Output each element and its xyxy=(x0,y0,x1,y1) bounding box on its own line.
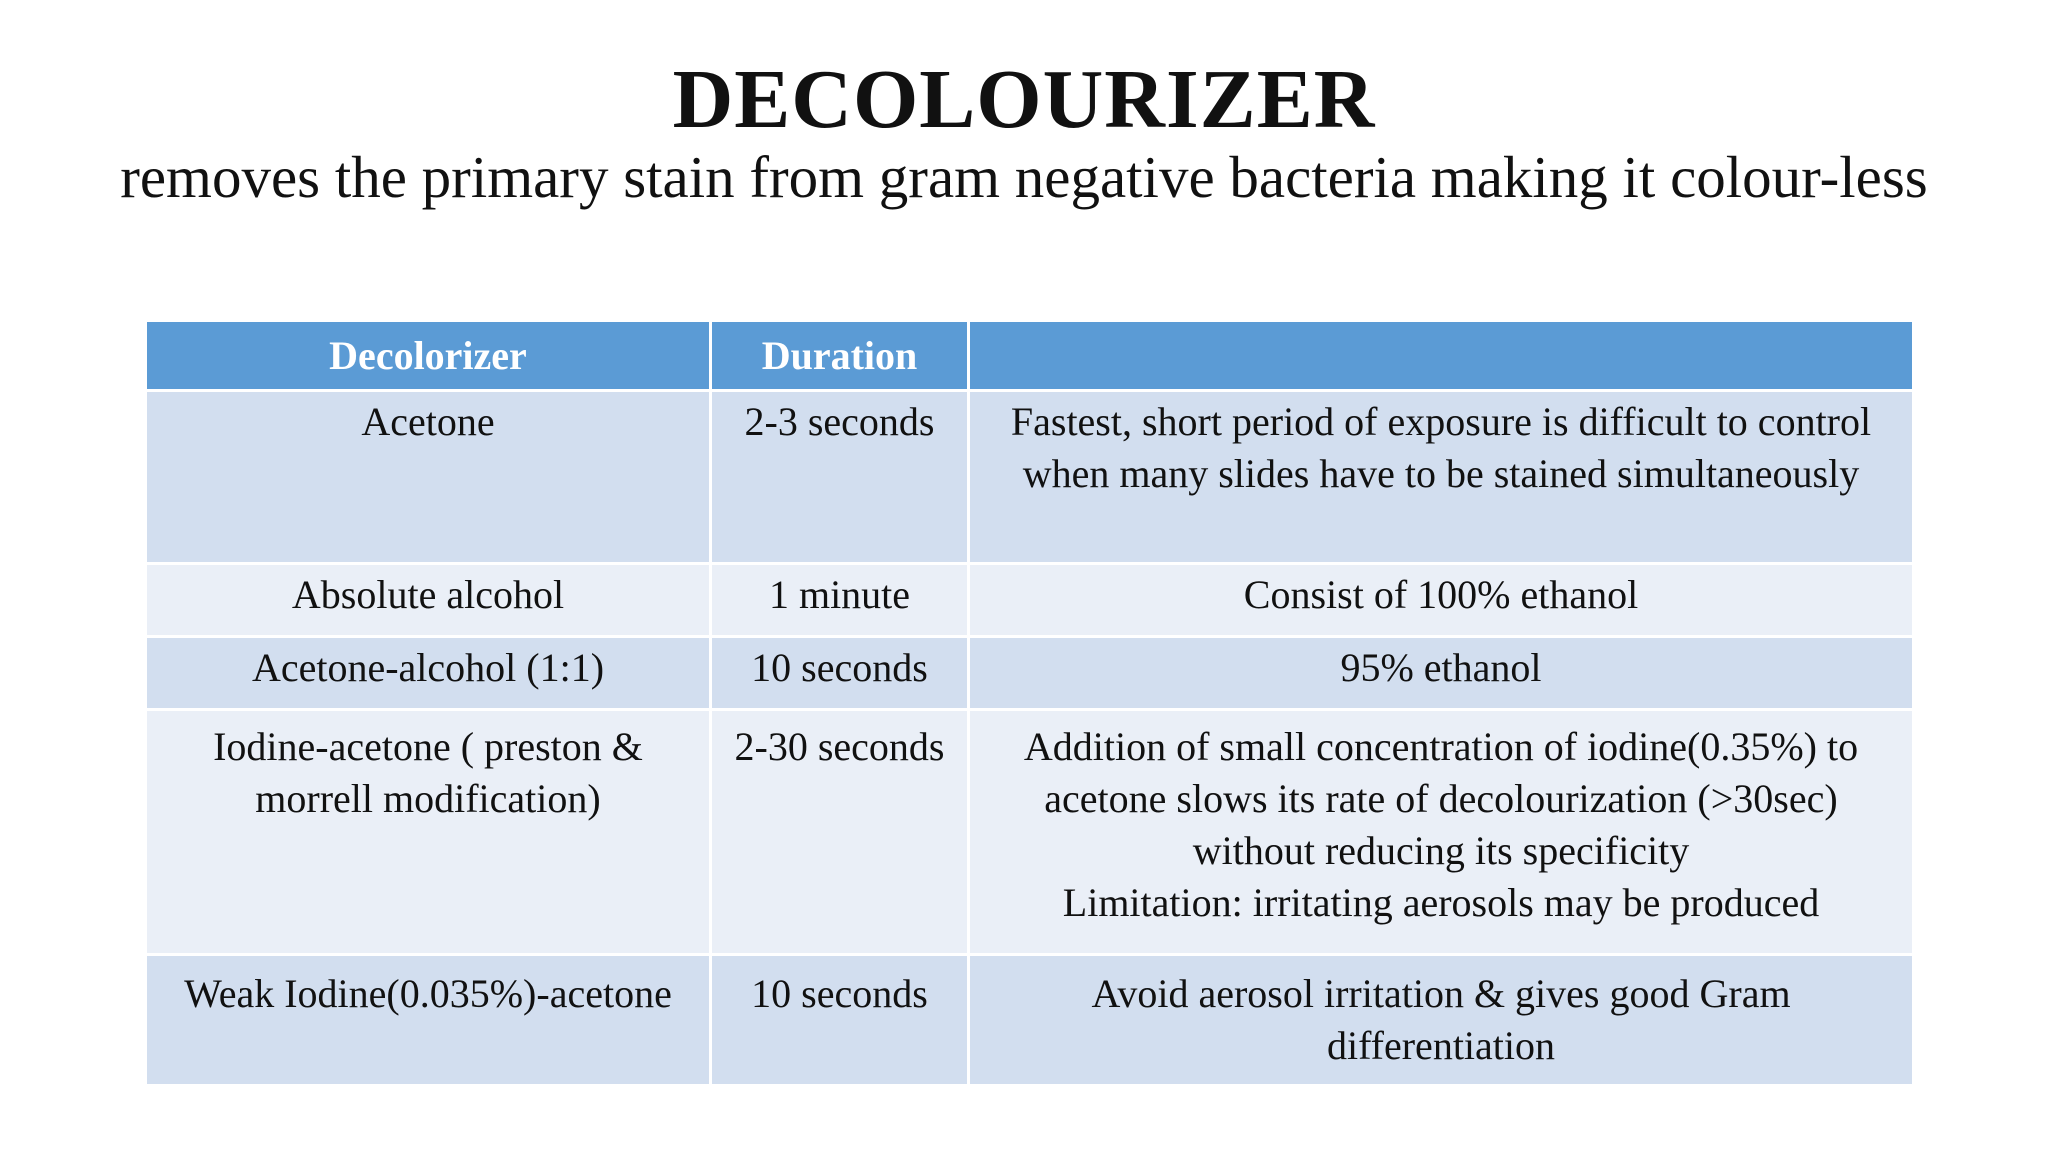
slide-subtitle: removes the primary stain from gram negative bacteria making it colour-less xyxy=(120,144,1928,210)
slide-title: DECOLOURIZER xyxy=(672,53,1376,146)
cell-notes xyxy=(969,710,1914,955)
cell-notes: Avoid aerosol irritation & gives good Gram differentiation xyxy=(969,955,1914,1086)
decolorizer-table xyxy=(144,319,1915,1087)
table-row xyxy=(146,564,1914,637)
table-row xyxy=(146,955,1914,1086)
cell-notes: 95% ethanol xyxy=(969,637,1914,710)
header-notes xyxy=(969,321,1914,391)
cell-decolorizer: Absolute alcohol xyxy=(146,564,711,637)
cell-limitation-text: Limitation: irritating aerosols may be produced xyxy=(1062,880,1820,925)
header-decolorizer: Decolorizer xyxy=(146,321,711,391)
cell-duration: 10 seconds xyxy=(711,637,969,710)
cell-duration: 2-30 seconds xyxy=(711,710,969,955)
cell-notes: Fastest, short period of exposure is difficult to control when many slides have to be stained simultaneously xyxy=(969,391,1914,564)
cell-decolorizer: Acetone xyxy=(146,391,711,564)
table-row xyxy=(146,710,1914,955)
cell-decolorizer: Iodine-acetone ( preston & morrell modification) xyxy=(146,710,711,955)
cell-duration: 10 seconds xyxy=(711,955,969,1086)
cell-decolorizer: Acetone-alcohol (1:1) xyxy=(146,637,711,710)
header-duration: Duration xyxy=(711,321,969,391)
table-header-row xyxy=(146,321,1914,391)
cell-duration: 2-3 seconds xyxy=(711,391,969,564)
table-row xyxy=(146,391,1914,564)
cell-notes-text: Addition of small concentration of iodine(0.35%) to acetone slows its rate of decolourization (>30sec) without reducing its specificity xyxy=(1023,724,1859,873)
cell-duration: 1 minute xyxy=(711,564,969,637)
cell-decolorizer: Weak Iodine(0.035%)-acetone xyxy=(146,955,711,1086)
table-row xyxy=(146,637,1914,710)
cell-notes: Consist of 100% ethanol xyxy=(969,564,1914,637)
